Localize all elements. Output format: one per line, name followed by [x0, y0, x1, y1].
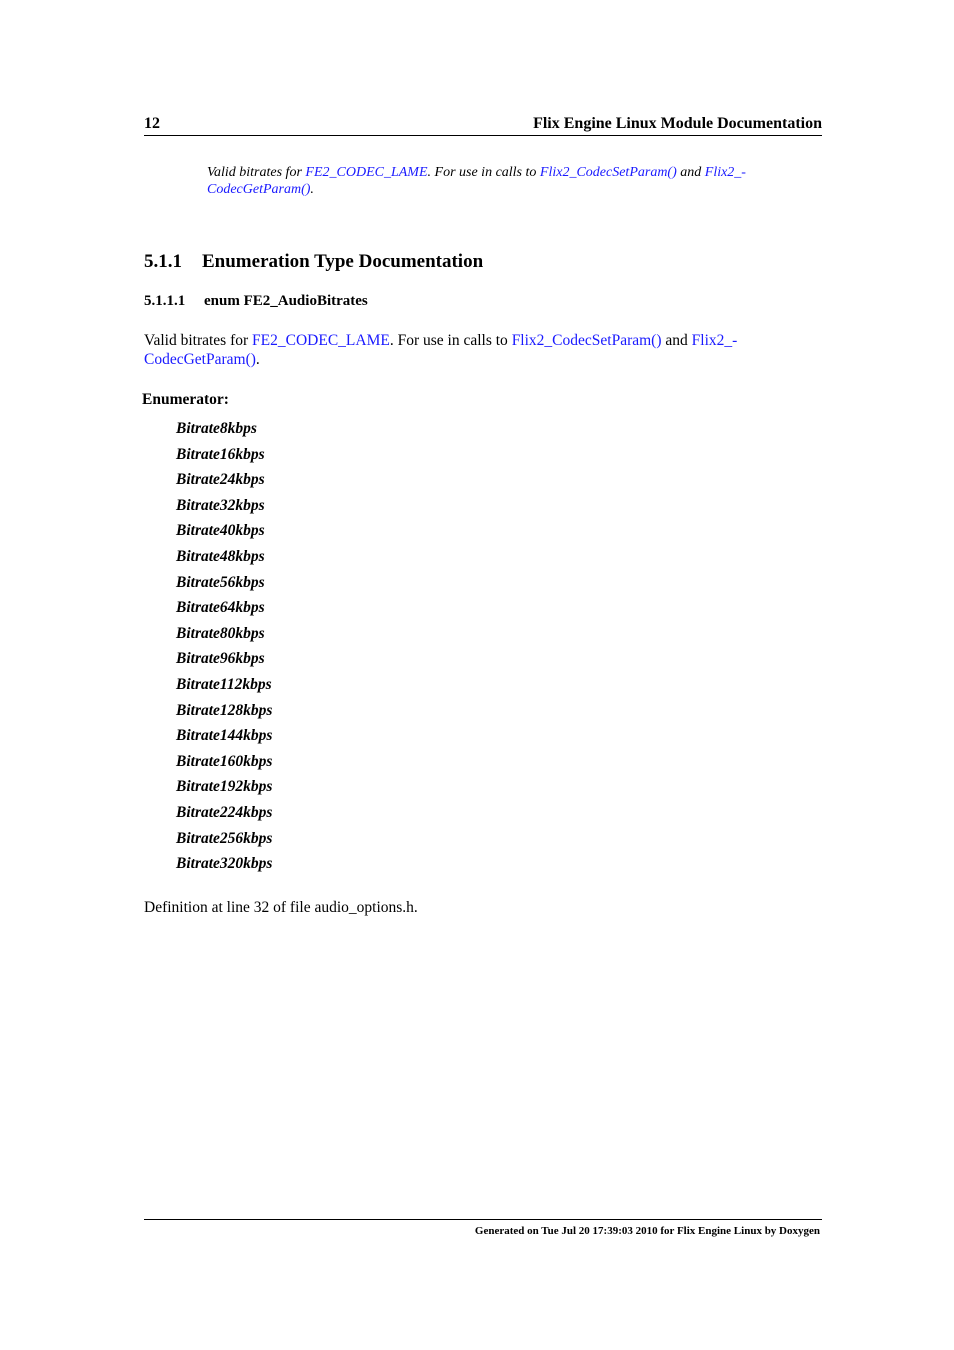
desc-text-3: and — [661, 332, 692, 349]
section-number: 5.1.1 — [144, 251, 182, 272]
page-header — [144, 113, 822, 136]
enumerator-item: Bitrate56kbps — [176, 573, 265, 591]
desc-text-1: Valid bitrates for — [144, 332, 253, 349]
definition-location: Definition at line 32 of file audio_options.h. — [144, 899, 418, 916]
enumerator-item: Bitrate192kbps — [176, 778, 273, 796]
detailed-description — [144, 331, 822, 369]
enumerator-item: Bitrate48kbps — [176, 547, 265, 565]
intro-text-4: . — [310, 182, 314, 197]
enumerator-label: Enumerator: — [142, 391, 229, 408]
subsection-number: 5.1.1.1 — [144, 293, 186, 309]
intro-text-1: Valid bitrates for — [207, 165, 306, 180]
subsection-heading — [144, 293, 368, 310]
link-codec-set-param[interactable]: Flix2_CodecSetParam() — [539, 165, 677, 180]
link-codec-set-param-2[interactable]: Flix2_CodecSetParam() — [511, 332, 662, 349]
link-codec-get-param-part-1: Flix2_- — [704, 165, 746, 180]
document-page — [144, 0, 822, 1350]
enumerator-item: Bitrate144kbps — [176, 727, 273, 745]
enumerator-item: Bitrate24kbps — [176, 471, 265, 489]
enumerator-item: Bitrate16kbps — [176, 445, 265, 463]
intro-text-3: and — [676, 165, 705, 180]
enumerator-item: Bitrate32kbps — [176, 496, 265, 514]
link-fe2-codec-lame-2[interactable]: FE2_CODEC_LAME — [252, 332, 390, 349]
desc-text-2: . For use in calls to — [389, 332, 512, 349]
enumerator-item: Bitrate256kbps — [176, 829, 273, 847]
document-title: Flix Engine Linux Module Documentation — [533, 115, 822, 132]
section-title: Enumeration Type Documentation — [202, 251, 484, 272]
enumerator-item: Bitrate128kbps — [176, 701, 273, 719]
enumerator-item: Bitrate64kbps — [176, 599, 265, 617]
link-codec-get-param-part-2: CodecGetParam() — [207, 182, 311, 197]
enumerator-item: Bitrate320kbps — [176, 855, 273, 873]
enumerator-list — [176, 418, 272, 879]
enumerator-item: Bitrate8kbps — [176, 420, 257, 437]
enumerator-item: Bitrate160kbps — [176, 752, 273, 770]
page-footer — [144, 1219, 822, 1237]
link-fe2-codec-lame[interactable]: FE2_CODEC_LAME — [305, 165, 428, 180]
page-number: 12 — [144, 115, 160, 132]
enumerator-item: Bitrate96kbps — [176, 650, 265, 668]
enumerator-item: Bitrate80kbps — [176, 624, 265, 642]
link-codec-get-param-2-part-1: Flix2_- — [691, 332, 738, 349]
section-heading — [144, 251, 483, 273]
intro-text-2: . For use in calls to — [427, 165, 540, 180]
enumerator-item: Bitrate112kbps — [176, 675, 272, 693]
link-codec-get-param-2-part-2: CodecGetParam() — [144, 351, 256, 368]
desc-text-4: . — [255, 351, 260, 368]
enumerator-item: Bitrate40kbps — [176, 522, 265, 540]
subsection-title: enum FE2_AudioBitrates — [204, 293, 368, 309]
enumerator-item: Bitrate224kbps — [176, 803, 273, 821]
brief-description — [207, 164, 822, 198]
footer-text: Generated on Tue Jul 20 17:39:03 2010 for Flix Engine Linux by Doxygen — [474, 1225, 820, 1237]
